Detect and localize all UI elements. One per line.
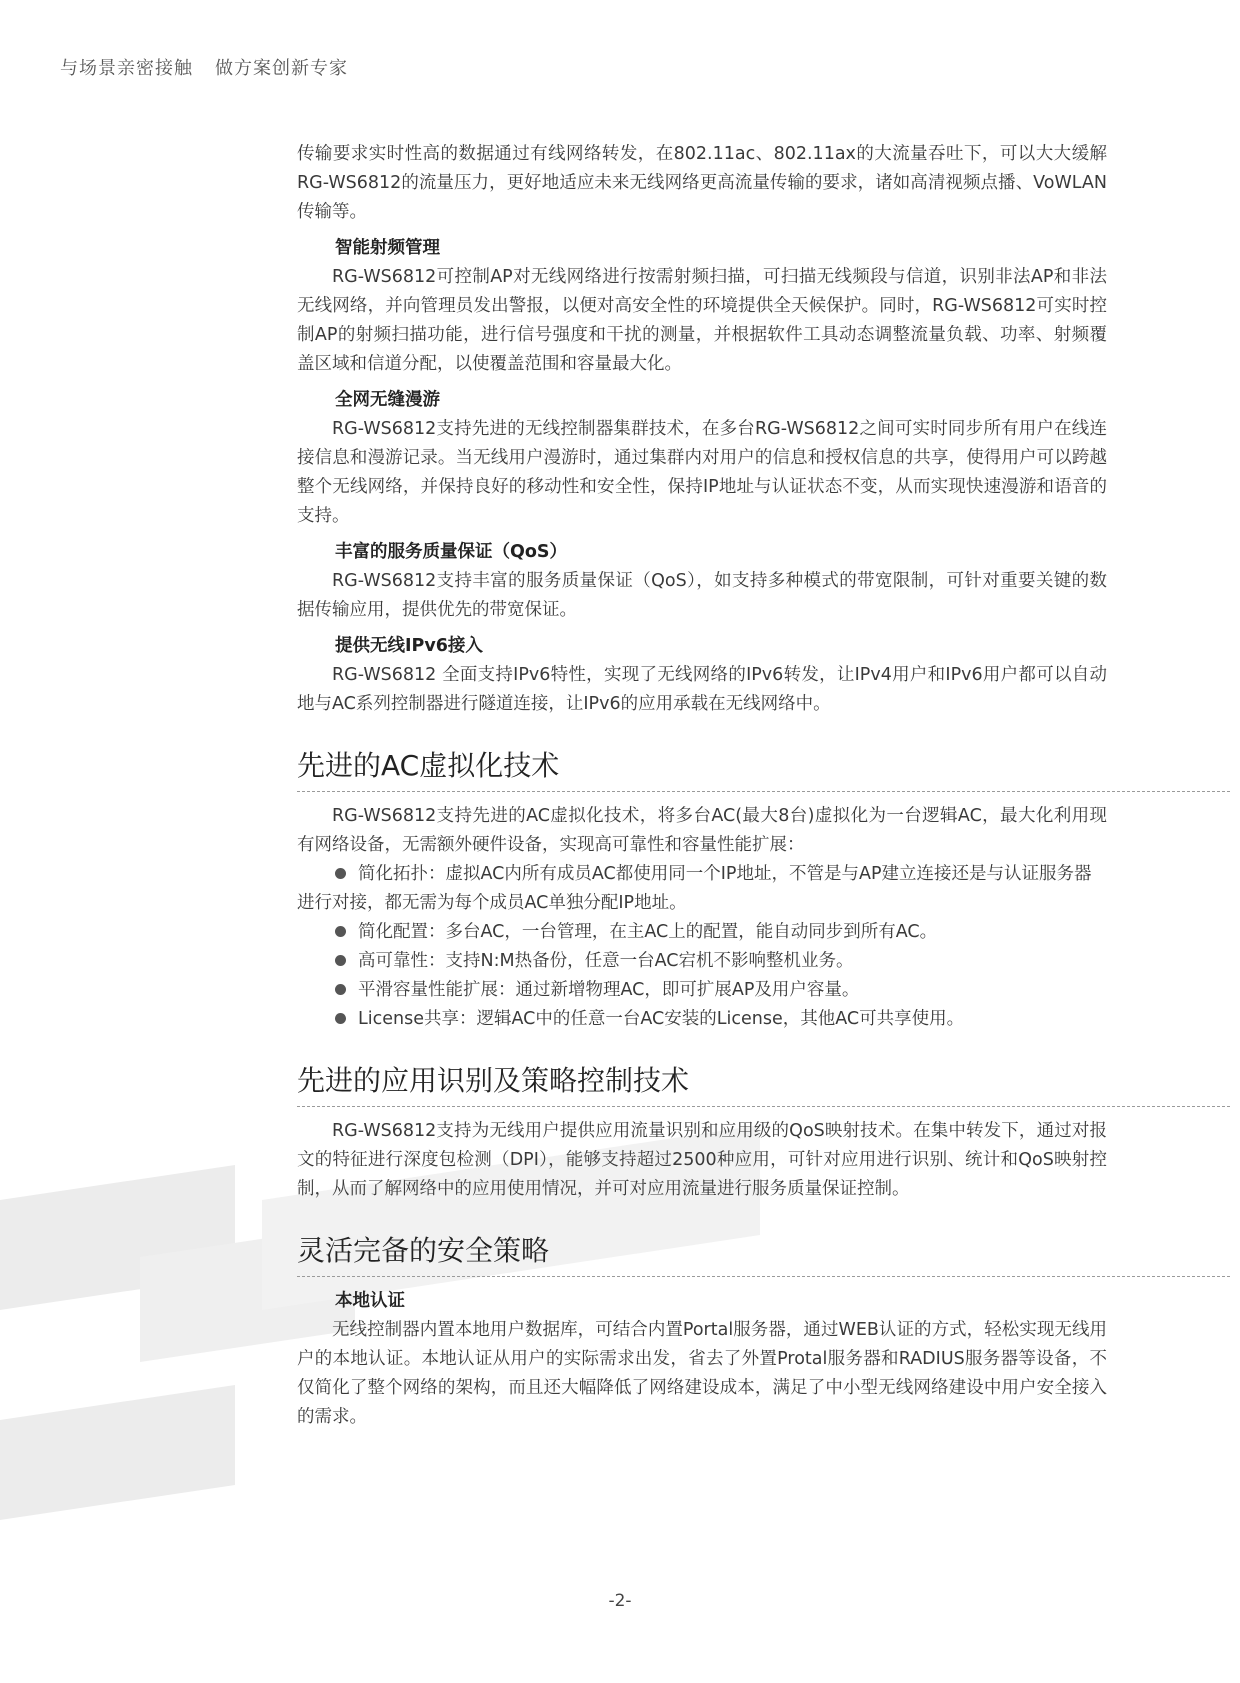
section-security — [297, 1231, 1107, 1277]
ac-virtualization-intro: RG-WS6812支持先进的AC虚拟化技术，将多台AC(最大8台)虚拟化为一台逻辑AC，最大化利用现有网络设备，无需额外硬件设备，实现高可靠性和容量性能扩展： — [297, 806, 1107, 855]
list-item: 简化拓扑：虚拟AC内所有成员AC都使用同一个IP地址，不管是与AP建立连接还是与认证服务器进行对接，都无需为每个成员AC单独分配IP地址。 — [297, 864, 1092, 913]
feature-body-rf: RG-WS6812可控制AP对无线网络进行按需射频扫描，可扫描无线频段与信道，识别非法AP和非法无线网络，并向管理员发出警报，以便对高安全性的环境提供全天候保护。同时，RG-WS6812可实时控制AP的射频扫描功能，进行信号强度和干扰的测量，并根据软件工具动态调整流量负载、功率、射频覆盖区域和信道分配，以使覆盖范围和容量最大化。 — [297, 267, 1107, 374]
section-heading-ac-virtualization: 先进的AC虚拟化技术 — [297, 749, 560, 782]
feature-body-ipv6: RG-WS6812 全面支持IPv6特性，实现了无线网络的IPv6转发，让IPv4用户和IPv6用户都可以自动地与AC系列控制器进行隧道连接，让IPv6的应用承载在无线网络中。 — [297, 665, 1107, 714]
list-item: 平滑容量性能扩展：通过新增物理AC，即可扩展AP及用户容量。 — [297, 976, 1107, 1005]
section-divider — [297, 1106, 1230, 1107]
section-divider — [297, 791, 1230, 792]
feature-title-rf: 智能射频管理 — [335, 238, 440, 258]
feature-title-ipv6: 提供无线IPv6接入 — [335, 636, 483, 656]
feature-body-qos: RG-WS6812支持丰富的服务质量保证（QoS），如支持多种模式的带宽限制，可针对重要关键的数据传输应用，提供优先的带宽保证。 — [297, 571, 1107, 620]
bullet-icon — [335, 1013, 346, 1024]
intro-paragraph: 传输要求实时性高的数据通过有线网络转发，在802.11ac、802.11ax的大流量吞吐下，可以大大缓解RG-WS6812的流量压力，更好地适应未来无线网络更高流量传输的要求，诸如高清视频点播、VoWLAN传输等。 — [297, 144, 1107, 222]
ac-virtualization-list — [297, 860, 1107, 1034]
section-heading-security: 灵活完备的安全策略 — [297, 1234, 550, 1267]
bullet-icon — [335, 984, 346, 995]
list-item: 高可靠性：支持N:M热备份，任意一台AC宕机不影响整机业务。 — [297, 947, 1107, 976]
page-header — [60, 54, 348, 80]
header-slogan-right: 做方案创新专家 — [215, 58, 348, 79]
section-heading-app-recognition: 先进的应用识别及策略控制技术 — [297, 1064, 690, 1097]
security-sub-title: 本地认证 — [335, 1291, 405, 1311]
bullet-icon — [335, 868, 346, 879]
page-number: -2- — [608, 1591, 632, 1611]
bg-stripe-4 — [0, 1385, 235, 1520]
app-recognition-body: RG-WS6812支持为无线用户提供应用流量识别和应用级的QoS映射技术。在集中转发下，通过对报文的特征进行深度包检测（DPI），能够支持超过2500种应用，可针对应用进行识别、统计和QoS映射控制，从而了解网络中的应用使用情况，并可对应用流量进行服务质量保证控制。 — [297, 1121, 1107, 1199]
feature-title-roaming: 全网无缝漫游 — [335, 390, 440, 410]
main-content — [297, 140, 1107, 1432]
section-ac-virtualization — [297, 746, 1107, 792]
bullet-icon — [335, 926, 346, 937]
bullet-icon — [335, 955, 346, 966]
section-app-recognition — [297, 1061, 1107, 1107]
feature-title-qos: 丰富的服务质量保证（QoS） — [335, 542, 568, 562]
list-item: License共享：逻辑AC中的任意一台AC安装的License，其他AC可共享使用。 — [297, 1005, 1107, 1034]
feature-body-roaming: RG-WS6812支持先进的无线控制器集群技术，在多台RG-WS6812之间可实时同步所有用户在线连接信息和漫游记录。当无线用户漫游时，通过集群内对用户的信息和授权信息的共享，使得用户可以跨越整个无线网络，并保持良好的移动性和安全性，保持IP地址与认证状态不变，从而实现快速漫游和语音的支持。 — [297, 419, 1107, 526]
header-slogan-left: 与场景亲密接触 — [60, 58, 193, 79]
security-sub-body: 无线控制器内置本地用户数据库，可结合内置Portal服务器，通过WEB认证的方式，轻松实现无线用户的本地认证。本地认证从用户的实际需求出发，省去了外置Protal服务器和RADIUS服务器等设备，不仅简化了整个网络的架构，而且还大幅降低了网络建设成本，满足了中小型无线网络建设中用户安全接入的需求。 — [297, 1320, 1107, 1427]
list-item: 简化配置：多台AC，一台管理，在主AC上的配置，能自动同步到所有AC。 — [297, 918, 1107, 947]
section-divider — [297, 1276, 1230, 1277]
